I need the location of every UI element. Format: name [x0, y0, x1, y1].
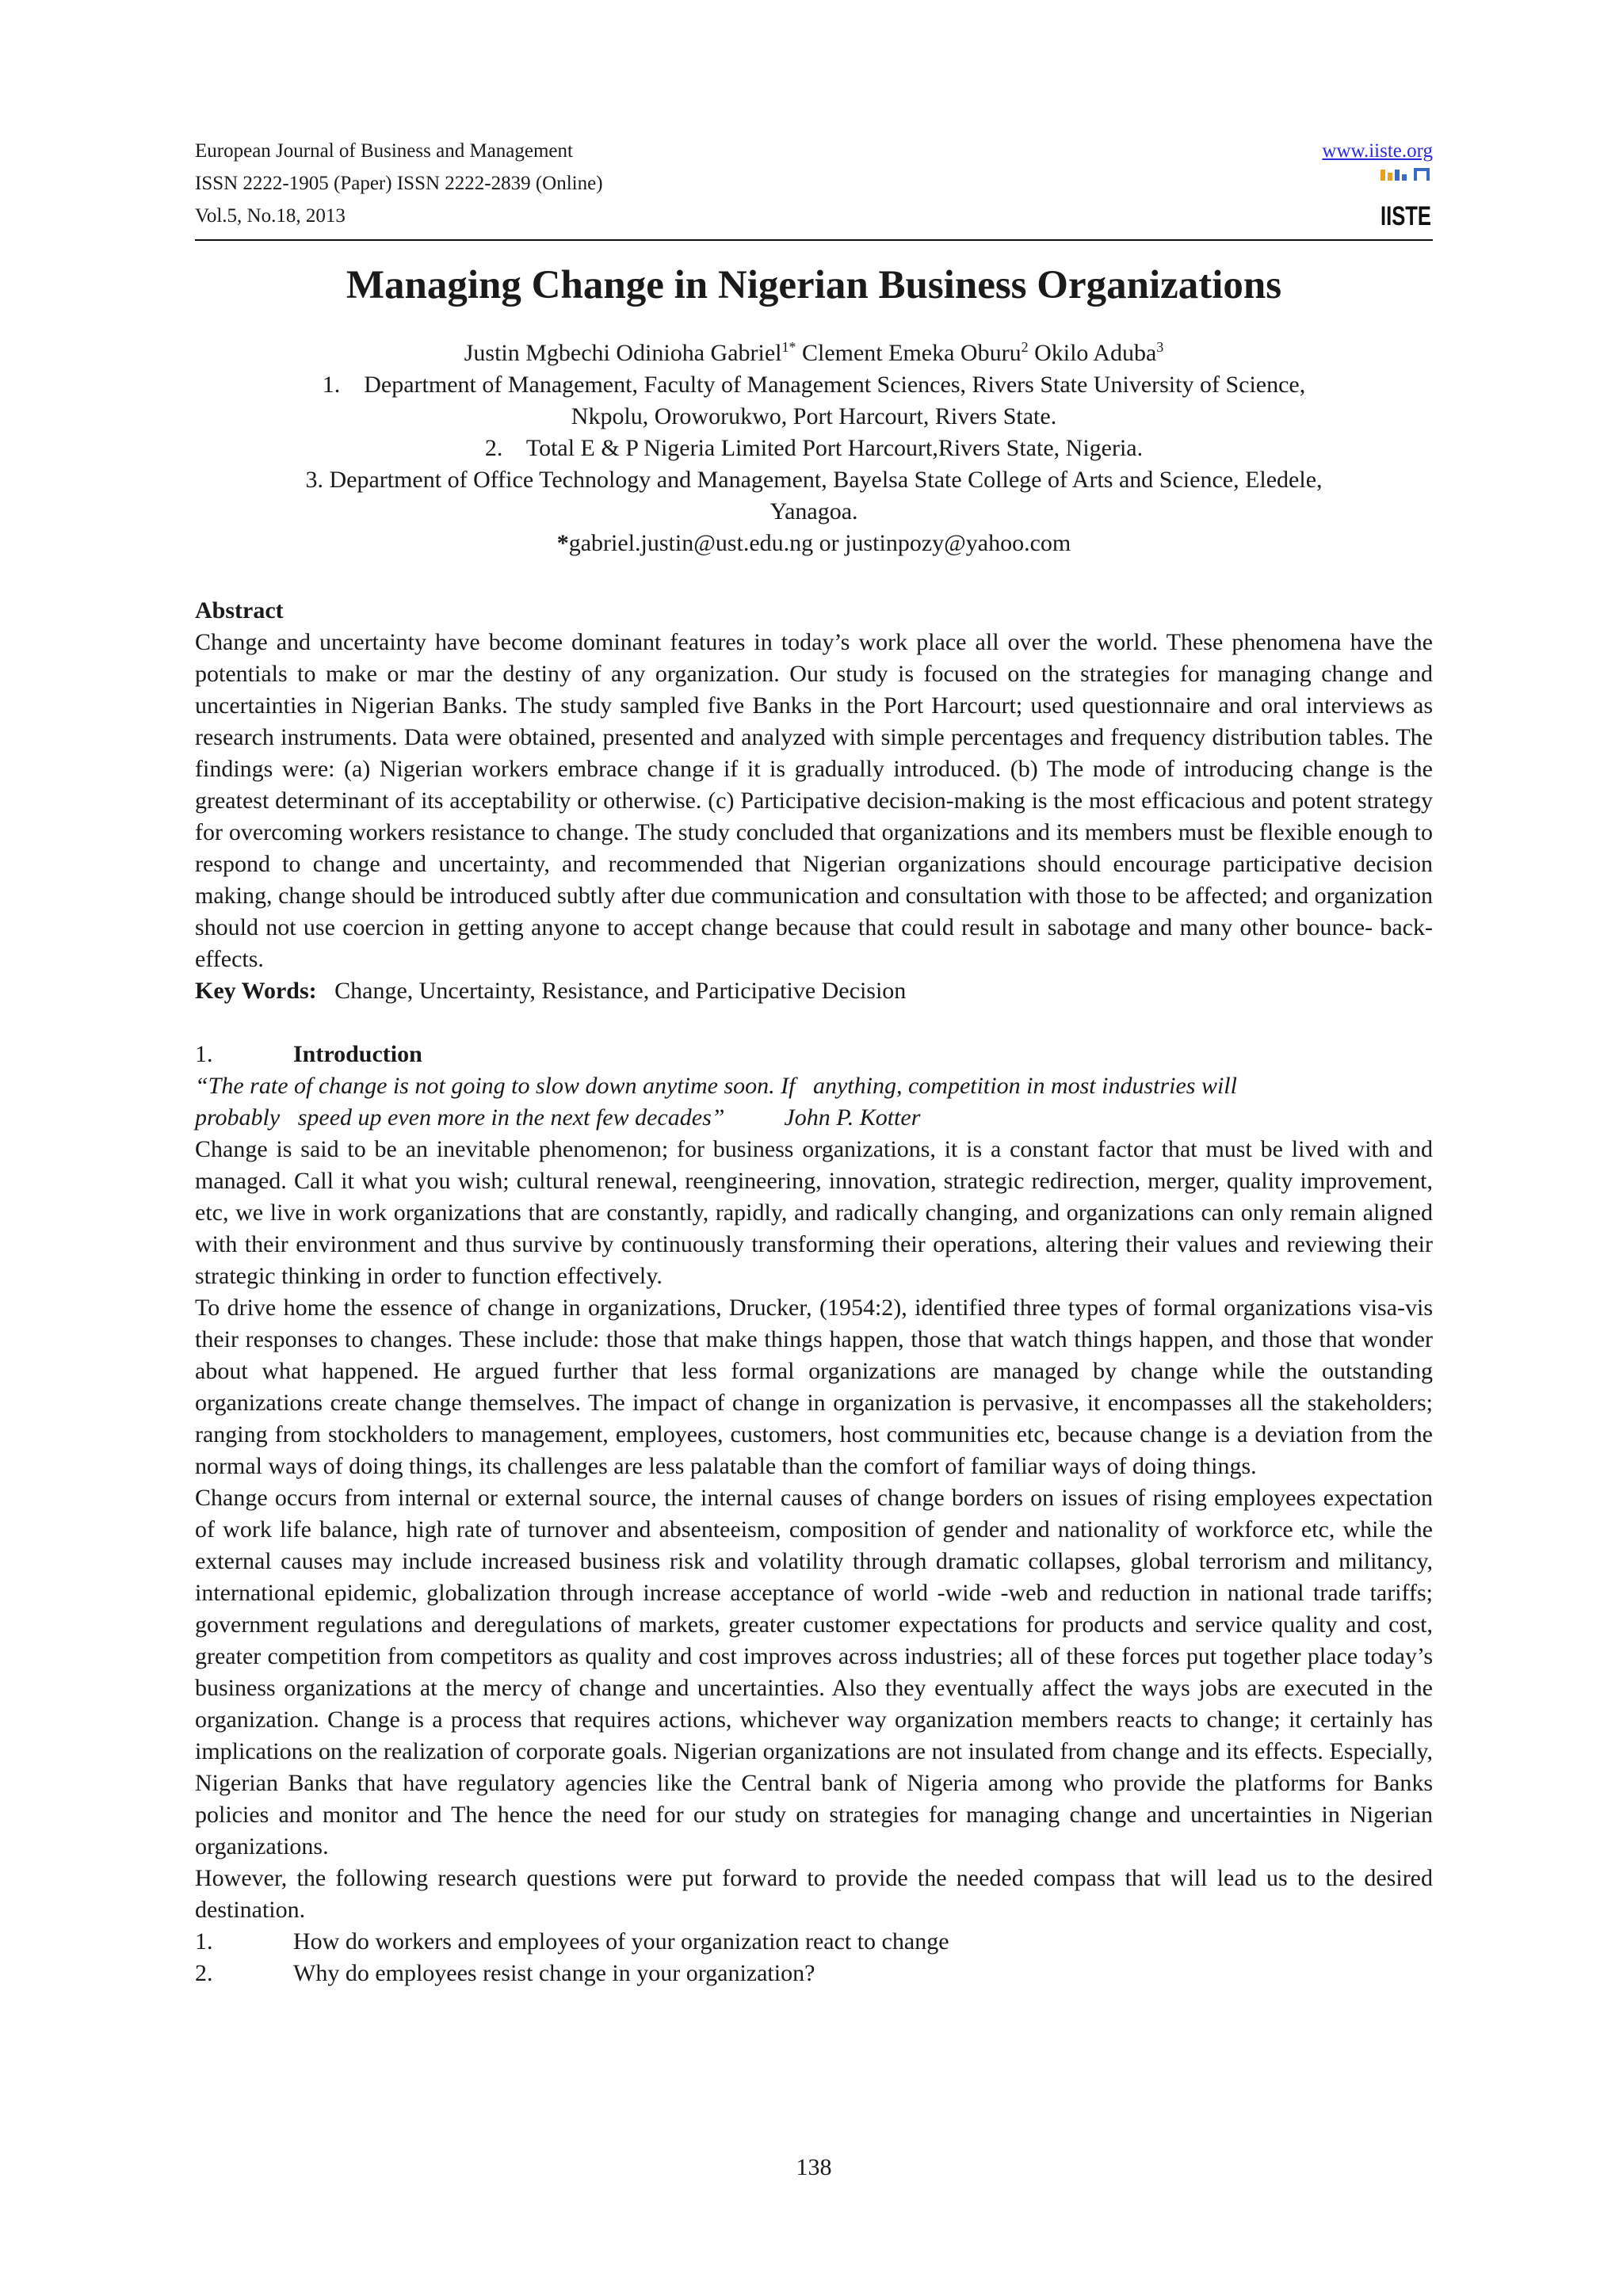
author-1: Justin Mgbechi Odinioha Gabriel: [464, 340, 782, 366]
section-title: Introduction: [293, 1041, 422, 1067]
keywords-line: [195, 975, 1433, 1007]
paper-body: [195, 595, 1433, 1989]
research-question-2: [195, 1958, 1433, 1989]
question-number: 2.: [195, 1960, 213, 1986]
section-number: 1.: [195, 1041, 213, 1067]
affiliation-3-line-1: 3. Department of Office Technology and Management, Bayelsa State College of Arts and Science, Eledele,: [305, 467, 1323, 493]
iiste-logo: [1379, 168, 1433, 230]
quote-line-2: probably speed up even more in the next few decades” John P. Kotter: [195, 1104, 921, 1131]
email-address: gabriel.justin@ust.edu.ng or justinpozy@yahoo.com: [568, 530, 1071, 556]
author-3: Okilo Aduba: [1028, 340, 1157, 366]
intro-paragraph-3: Change occurs from internal or external source, the internal causes of change borders on issues of rising employees expectation of work life balance, high rate of turnover and absenteeism, composition of gender and nationality of workforce etc, while the external causes may include increased business risk and volatility through dramatic collapses, global terrorism and militancy, international epidemic, globalization through increase acceptance of world -wide -web and reduction in national trade tariffs; government regulations and deregulations of markets, greater customer expectations for products and service quality and cost, greater competition from competitors as quality and cost improves across industries; all of these forces put together place today’s business organizations at the mercy of change and uncertainties. Also they eventually affect the ways jobs are executed in the organization. Change is a process that requires actions, whichever way organization members reacts to change; it certainly has implications on the realization of corporate goals. Nigerian organizations are not insulated from change and its effects. Especially, Nigerian Banks that have regulatory agencies like the Central bank of Nigeria among who provide the platforms for Banks policies and monitor and The hence the need for our study on strategies for managing change and uncertainties in Nigerian organizations.: [195, 1485, 1433, 1859]
question-text: Why do employees resist change in your organization?: [293, 1960, 815, 1986]
volume-line: Vol.5, No.18, 2013: [195, 205, 346, 227]
author-2: Clement Emeka Oburu: [796, 340, 1022, 366]
affiliation-1-line-1: 1. Department of Management, Faculty of Management Sciences, Rivers State University of Science,: [322, 372, 1306, 398]
intro-paragraph-2: To drive home the essence of change in organizations, Drucker, (1954:2), identified three types of formal organizations visa-vis their responses to changes. These include: those that make things happen, those that watch things happen, and those that wonder about what happened. He argued further that less formal organizations are managed by change while the outstanding organizations create change themselves. The impact of change in organization is pervasive, it encompasses all the stakeholders; ranging from stockholders to management, employees, customers, host communities etc, because change is a deviation from the normal ways of doing things, its challenges are less palatable than the comfort of familiar ways of doing things.: [195, 1295, 1433, 1479]
quote-line-1: “The rate of change is not going to slow down anytime soon. If anything, competition in most industries will: [195, 1073, 1237, 1099]
keywords-text: Change, Uncertainty, Resistance, and Participative Decision: [316, 978, 907, 1004]
email-line: [195, 528, 1433, 559]
question-number: 1.: [195, 1928, 213, 1955]
author-2-sup: 2: [1021, 339, 1029, 355]
affiliation-2: 2. Total E & P Nigeria Limited Port Harcourt,Rivers State, Nigeria.: [484, 435, 1144, 461]
abstract-text: Change and uncertainty have become dominant features in today’s work place all over the world. These phenomena have the potentials to make or mar the destiny of any organization. Our study is focused on the strategies for managing change and uncertainties in Nigerian Banks. The study sampled five Banks in the Port Harcourt; used questionnaire and oral interviews as research instruments. Data were obtained, presented and analyzed with simple percentages and frequency distribution tables. The findings were: (a) Nigerian workers embrace change if it is gradually introduced. (b) The mode of introducing change is the greatest determinant of its acceptability or otherwise. (c) Participative decision-making is the most efficacious and potent strategy for overcoming workers resistance to change. The study concluded that organizations and its members must be flexible enough to respond to change and uncertainty, and recommended that Nigerian organizations should encourage participative decision making, change should be introduced subtly after due communication and consultation with those to be affected; and organization should not use coercion in getting anyone to accept change because that could result in sabotage and many other bounce- back- effects.: [195, 629, 1433, 972]
logo-text: IISTE: [1381, 201, 1431, 231]
author-3-sup: 3: [1156, 339, 1164, 355]
abstract-heading: Abstract: [195, 597, 284, 624]
email-star: *: [556, 530, 569, 556]
research-question-1: [195, 1926, 1433, 1958]
author-block: [195, 338, 1433, 559]
keywords-label: Key Words:: [195, 978, 317, 1004]
author-1-sup: 1*: [781, 339, 796, 355]
issn-line: ISSN 2222-1905 (Paper) ISSN 2222-2839 (Online): [195, 173, 603, 194]
affiliation-1-line-2: Nkpolu, Oroworukwo, Port Harcourt, Rivers State.: [571, 403, 1057, 429]
paper-title: Managing Change in Nigerian Business Organizations: [346, 263, 1282, 307]
author-line: [195, 338, 1433, 369]
affiliation-3-line-2: Yanagoa.: [769, 498, 858, 524]
journal-name: European Journal of Business and Management: [195, 140, 573, 162]
page-number: 138: [796, 2154, 832, 2180]
question-text: How do workers and employees of your organization react to change: [293, 1928, 949, 1955]
introduction-heading: [195, 1039, 1433, 1070]
intro-paragraph-4: However, the following research questions were put forward to provide the needed compass that will lead us to the desired destination.: [195, 1865, 1433, 1923]
journal-url-link[interactable]: www.iiste.org: [1322, 140, 1433, 162]
intro-paragraph-1: Change is said to be an inevitable phenomenon; for business organizations, it is a constant factor that must be lived with and managed. Call it what you wish; cultural renewal, reengineering, innovation, strategic redirection, merger, quality improvement, etc, we live in work organizations that are constantly, rapidly, and radically changing, and organizations can only remain aligned with their environment and thus survive by continuously transforming their operations, altering their values and reviewing their strategic thinking in order to function effectively.: [195, 1136, 1433, 1289]
header-rule: [195, 239, 1433, 241]
